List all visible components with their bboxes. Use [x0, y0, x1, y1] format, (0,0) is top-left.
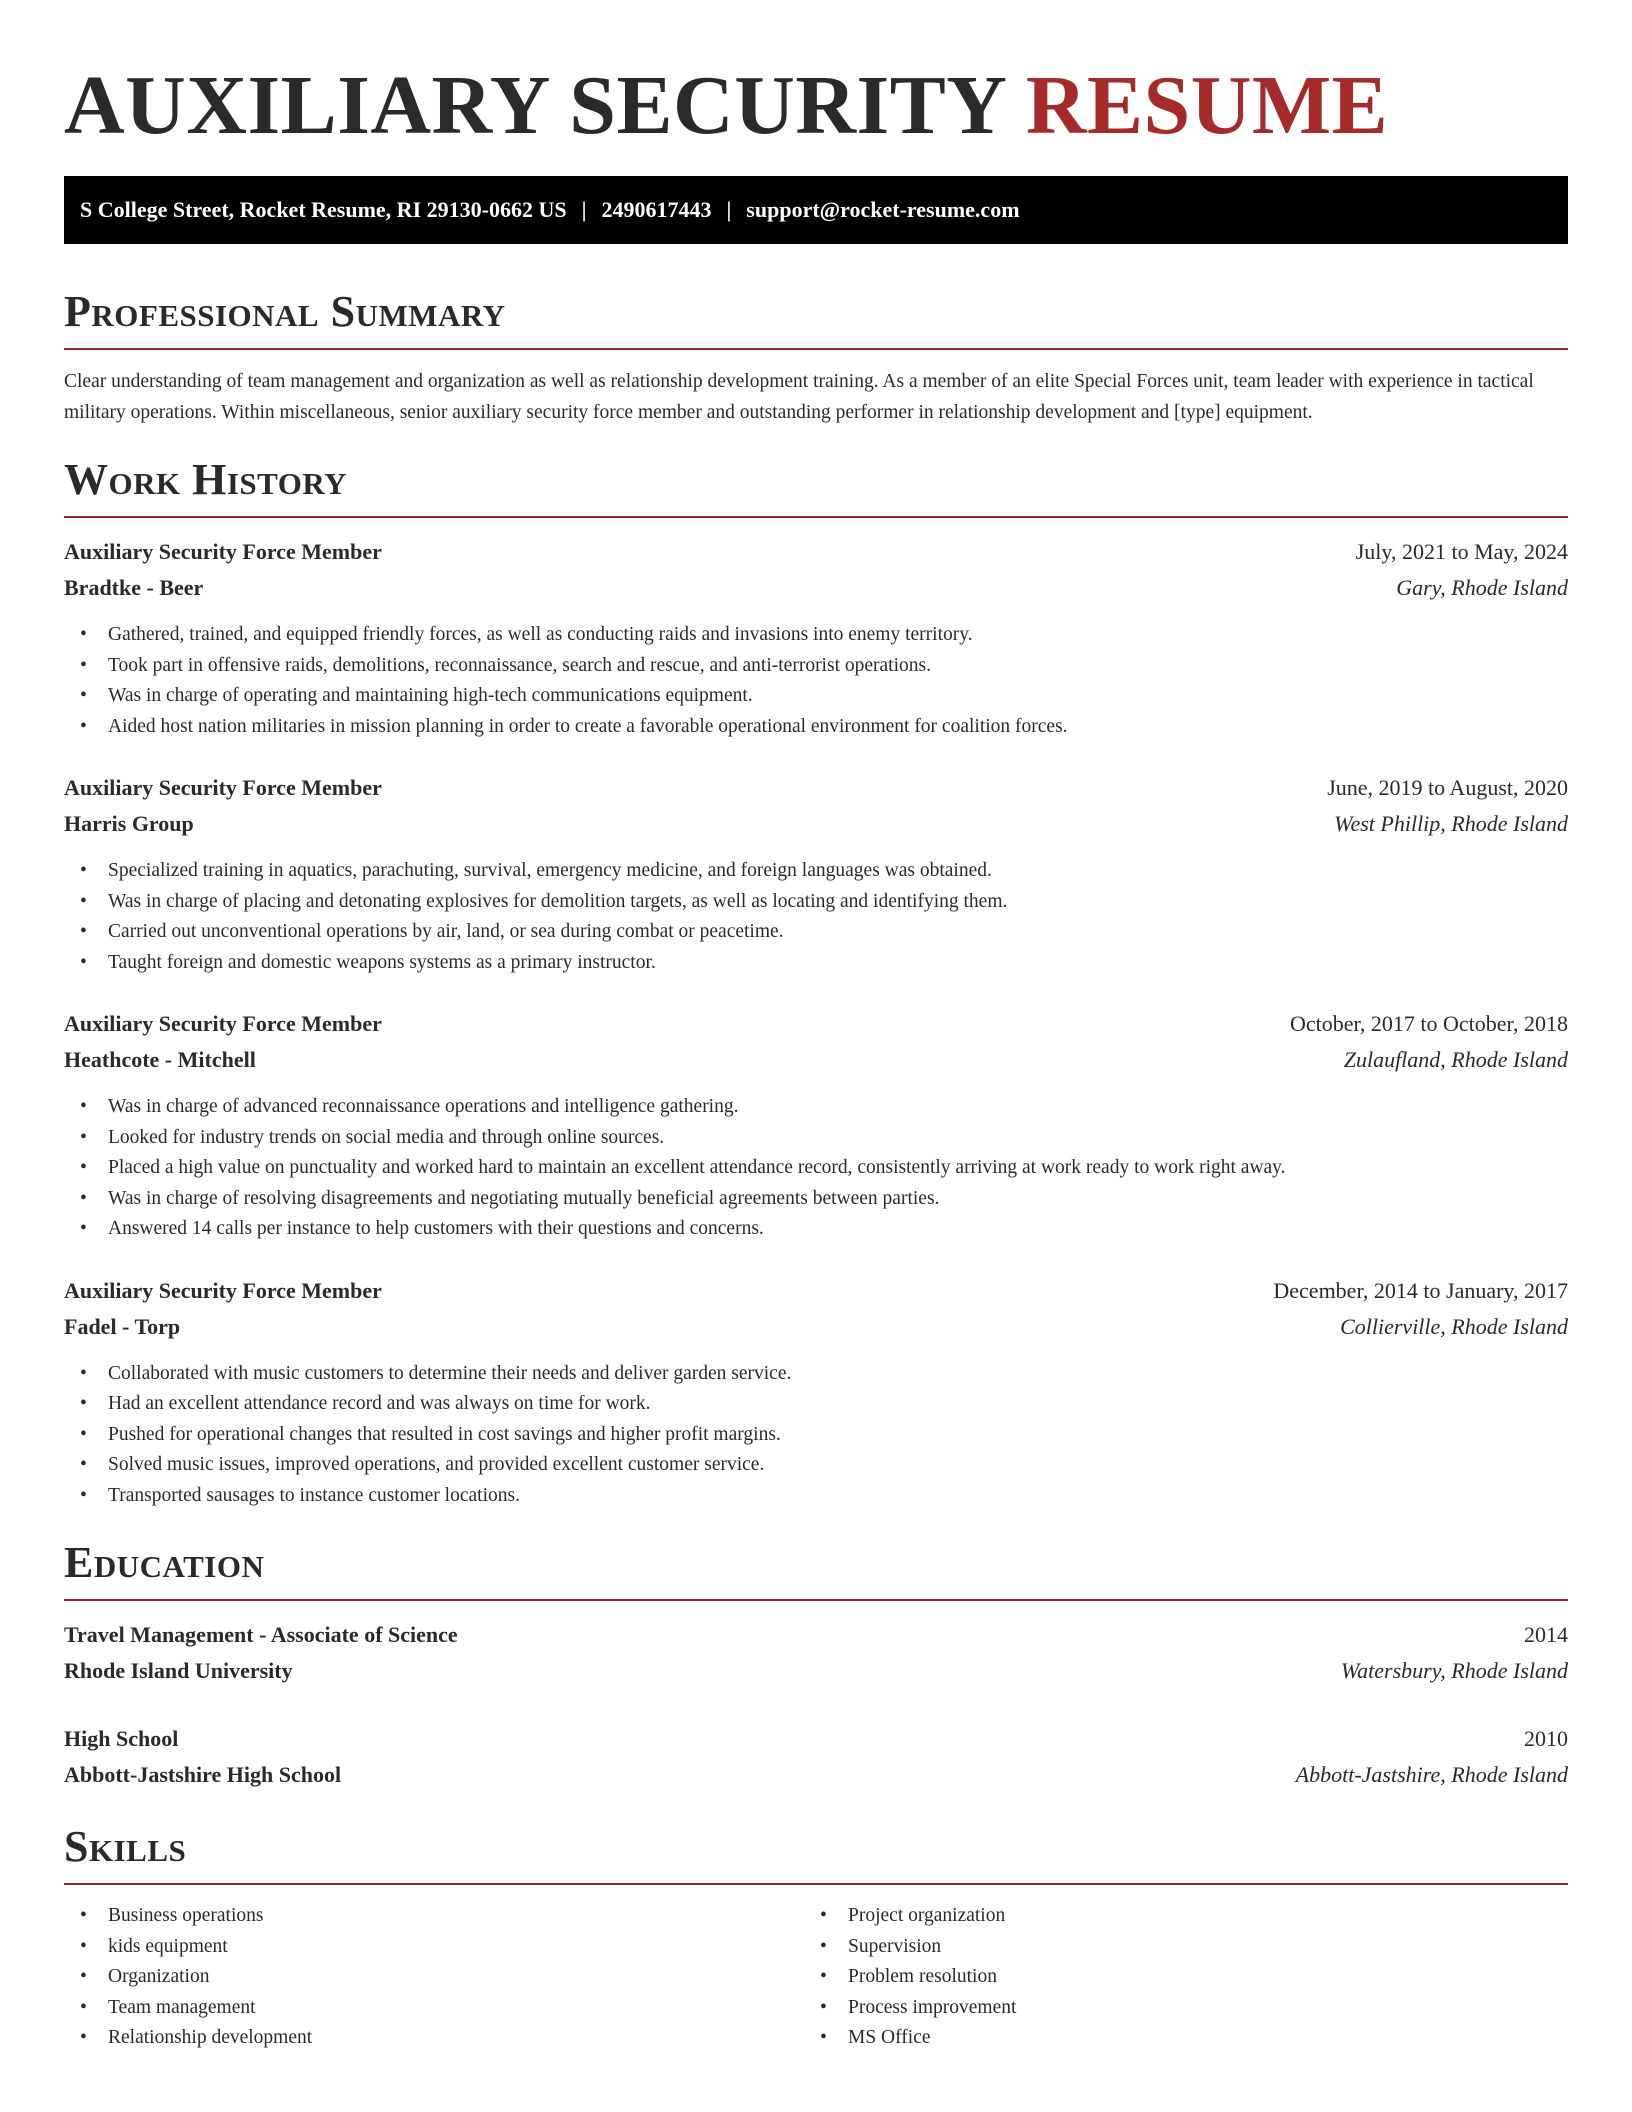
- education-school-row: [64, 1757, 1568, 1793]
- list-item: [64, 1481, 1568, 1512]
- bullet-marker: •: [80, 860, 87, 881]
- list-item: [64, 856, 1568, 887]
- job-header-row: [64, 534, 1568, 570]
- bullet-marker: •: [80, 1218, 87, 1239]
- job-header-row: [64, 1273, 1568, 1309]
- list-item: [64, 948, 1568, 979]
- education-degree: Travel Management - Associate of Science: [64, 1622, 458, 1647]
- work-history-section: [64, 454, 1568, 1511]
- bullet-marker: •: [80, 2027, 87, 2048]
- skill-text: Team management: [108, 1996, 256, 2018]
- list-item: [64, 1932, 804, 1963]
- job-dates: June, 2019 to August, 2020: [1327, 775, 1568, 800]
- job-bullet-text: Looked for industry trends on social media and through online sources.: [108, 1126, 665, 1148]
- skills-list-left: [64, 1901, 804, 2054]
- job-bullet-text: Pushed for operational changes that resulted in cost savings and higher profit margins.: [108, 1423, 781, 1445]
- section-heading-education: Education: [64, 1538, 265, 1587]
- skills-list-right: [804, 1901, 1544, 2054]
- list-item: [64, 1092, 1568, 1123]
- job-bullet-text: Placed a high value on punctuality and worked hard to maintain an excellent attendance record, consistently arriving at work ready to work right away.: [108, 1157, 1286, 1178]
- skill-text: Supervision: [848, 1935, 942, 1957]
- job-location: Zulaufland, Rhode Island: [1343, 1047, 1568, 1072]
- job-company-row: [64, 570, 1568, 606]
- bullet-marker: •: [820, 1996, 827, 2018]
- list-item: [64, 1389, 1568, 1420]
- bullet-marker: •: [80, 1126, 87, 1148]
- job-bullets: [64, 1092, 1568, 1245]
- section-divider: [64, 516, 1568, 518]
- list-item: [64, 1993, 804, 2024]
- list-item: [804, 1993, 1544, 2024]
- job-bullet-text: Answered 14 calls per instance to help customers with their questions and concerns.: [108, 1218, 764, 1239]
- job-location: Collierville, Rhode Island: [1340, 1313, 1568, 1339]
- list-item: [64, 1123, 1568, 1154]
- job-dates: July, 2021 to May, 2024: [1355, 539, 1568, 564]
- list-item: [64, 887, 1568, 918]
- job-company-row: [64, 806, 1568, 842]
- bullet-marker: •: [80, 1423, 87, 1445]
- bullet-marker: •: [820, 1966, 827, 1987]
- skills-section: [64, 1821, 1568, 2054]
- education-school: Abbott-Jastshire High School: [64, 1762, 342, 1787]
- list-item: [64, 1901, 804, 1932]
- education-school-row: [64, 1653, 1568, 1689]
- contact-phone: 2490617443: [601, 197, 712, 222]
- list-item: [64, 1962, 804, 1993]
- section-divider: [64, 1599, 1568, 1601]
- job-bullets: [64, 1359, 1568, 1512]
- list-item: [804, 1932, 1544, 1963]
- education-location: Watersbury, Rhode Island: [1340, 1658, 1568, 1683]
- list-item: [804, 1962, 1544, 1993]
- list-item: [64, 651, 1568, 682]
- job-bullet-text: Transported sausages to instance customer locations.: [108, 1484, 520, 1506]
- bullet-marker: •: [820, 2027, 827, 2048]
- bullet-marker: •: [80, 1096, 87, 1117]
- education-degree: High School: [64, 1726, 179, 1751]
- job-bullet-text: Gathered, trained, and equipped friendly forces, as well as conducting raids and invasions into enemy territory.: [108, 624, 973, 645]
- title-accent: RESUME: [1025, 59, 1389, 152]
- section-heading-skills: Skills: [64, 1822, 187, 1871]
- job-title: Auxiliary Security Force Member: [64, 1011, 382, 1036]
- bullet-marker: •: [80, 1157, 87, 1178]
- education-entry: [64, 1617, 1568, 1689]
- skill-text: Problem resolution: [848, 1966, 997, 1987]
- bullet-marker: •: [80, 1905, 87, 1926]
- section-divider: [64, 348, 1568, 350]
- bullet-marker: •: [80, 921, 87, 942]
- job-entry: [64, 534, 1568, 742]
- skill-text: Relationship development: [108, 2027, 313, 2048]
- job-company: Heathcote - Mitchell: [64, 1047, 256, 1072]
- job-title: Auxiliary Security Force Member: [64, 539, 382, 564]
- job-bullet-text: Had an excellent attendance record and was always on time for work.: [108, 1393, 651, 1414]
- list-item: [64, 1359, 1568, 1390]
- bullet-marker: •: [820, 1935, 827, 1957]
- skill-text: Business operations: [108, 1905, 264, 1926]
- contact-separator: |: [726, 197, 732, 222]
- summary-text: Clear understanding of team management and organization as well as relationship development training. As a member of an elite Special Forces unit, team leader with experience in tactical military operations. Within miscellaneous, senior auxiliary security force member and outstanding performer in relationship development and [type] equipment.: [64, 371, 1534, 423]
- skill-text: kids equipment: [108, 1935, 228, 1957]
- job-entry: [64, 770, 1568, 978]
- list-item: [804, 2023, 1544, 2054]
- section-heading-summary: Professional Summary: [64, 287, 506, 336]
- list-item: [64, 917, 1568, 948]
- job-location: West Phillip, Rhode Island: [1334, 811, 1568, 836]
- bullet-marker: •: [80, 951, 87, 973]
- job-dates: December, 2014 to January, 2017: [1273, 1277, 1568, 1303]
- bullet-marker: •: [80, 624, 87, 645]
- list-item: [804, 1901, 1544, 1932]
- education-school: Rhode Island University: [64, 1658, 293, 1683]
- list-item: [64, 681, 1568, 712]
- education-header-row: [64, 1617, 1568, 1653]
- bullet-marker: •: [80, 1454, 87, 1475]
- list-item: [64, 1184, 1568, 1215]
- bullet-marker: •: [80, 1362, 87, 1384]
- skill-text: Organization: [108, 1966, 210, 1987]
- bullet-marker: •: [80, 715, 87, 737]
- job-bullet-text: Took part in offensive raids, demolitions, reconnaissance, search and rescue, and anti-terrorist operations.: [108, 654, 931, 676]
- education-header-row: [64, 1721, 1568, 1757]
- education-section: [64, 1537, 1568, 1793]
- list-item: [64, 1450, 1568, 1481]
- bullet-marker: •: [80, 890, 87, 912]
- summary-section: [64, 286, 1568, 428]
- bullet-marker: •: [80, 1393, 87, 1414]
- job-bullet-text: Was in charge of operating and maintaining high-tech communications equipment.: [108, 685, 753, 706]
- contact-email: support@rocket-resume.com: [746, 197, 1020, 222]
- job-company: Harris Group: [64, 811, 194, 836]
- bullet-marker: •: [80, 654, 87, 676]
- bullet-marker: •: [80, 685, 87, 706]
- education-year: 2010: [1524, 1726, 1568, 1751]
- job-company: Fadel - Torp: [64, 1313, 181, 1339]
- job-company-row: [64, 1309, 1568, 1345]
- bullet-marker: •: [80, 1996, 87, 2018]
- resume-title: [64, 56, 1568, 156]
- job-bullet-text: Was in charge of placing and detonating explosives for demolition targets, as well as locating and identifying them.: [108, 890, 1008, 912]
- list-item: [64, 1214, 1568, 1245]
- job-bullet-text: Was in charge of resolving disagreements and negotiating mutually beneficial agreements between parties.: [108, 1187, 940, 1209]
- education-entry: [64, 1721, 1568, 1793]
- skills-column-right: [804, 1901, 1544, 2054]
- job-header-row: [64, 770, 1568, 806]
- list-item: [64, 1420, 1568, 1451]
- job-title: Auxiliary Security Force Member: [64, 1277, 382, 1303]
- bullet-marker: •: [80, 1187, 87, 1209]
- job-bullet-text: Collaborated with music customers to determine their needs and deliver garden service.: [108, 1362, 792, 1384]
- skill-text: Project organization: [848, 1905, 1006, 1926]
- job-bullets: [64, 620, 1568, 742]
- job-entry: [64, 1273, 1568, 1512]
- job-dates: October, 2017 to October, 2018: [1289, 1011, 1568, 1036]
- contact-address: S College Street, Rocket Resume, RI 29130-0662 US: [80, 197, 567, 222]
- education-location: Abbott-Jastshire, Rhode Island: [1295, 1762, 1568, 1787]
- job-bullet-text: Specialized training in aquatics, parachuting, survival, emergency medicine, and foreign languages was obtained.: [108, 860, 992, 881]
- job-bullets: [64, 856, 1568, 978]
- title-main: AUXILIARY SECURITY: [64, 59, 1005, 152]
- list-item: [64, 1153, 1568, 1184]
- job-bullet-text: Aided host nation militaries in mission planning in order to create a favorable operational environment for coalition forces.: [108, 715, 1068, 737]
- list-item: [64, 712, 1568, 743]
- bullet-marker: •: [820, 1905, 827, 1926]
- contact-separator: |: [581, 197, 587, 222]
- bullet-marker: •: [80, 1935, 87, 1957]
- education-year: 2014: [1524, 1622, 1568, 1647]
- job-entry: [64, 1006, 1568, 1245]
- job-bullet-text: Taught foreign and domestic weapons systems as a primary instructor.: [108, 951, 656, 973]
- list-item: [64, 2023, 804, 2054]
- list-item: [64, 620, 1568, 651]
- job-company-row: [64, 1042, 1568, 1078]
- skills-column-left: [64, 1901, 804, 2054]
- job-bullet-text: Solved music issues, improved operations, and provided excellent customer service.: [108, 1454, 765, 1475]
- bullet-marker: •: [80, 1484, 87, 1506]
- contact-bar: [64, 176, 1568, 244]
- job-location: Gary, Rhode Island: [1396, 575, 1568, 600]
- job-bullet-text: Carried out unconventional operations by air, land, or sea during combat or peacetime.: [108, 921, 784, 942]
- job-company: Bradtke - Beer: [64, 575, 204, 600]
- job-header-row: [64, 1006, 1568, 1042]
- section-heading-work-history: Work History: [64, 455, 348, 504]
- job-bullet-text: Was in charge of advanced reconnaissance operations and intelligence gathering.: [108, 1096, 739, 1117]
- section-divider: [64, 1883, 1568, 1885]
- job-title: Auxiliary Security Force Member: [64, 775, 382, 800]
- skill-text: Process improvement: [848, 1996, 1017, 2018]
- skill-text: MS Office: [848, 2027, 931, 2048]
- skills-columns: [64, 1901, 1568, 2054]
- bullet-marker: •: [80, 1966, 87, 1987]
